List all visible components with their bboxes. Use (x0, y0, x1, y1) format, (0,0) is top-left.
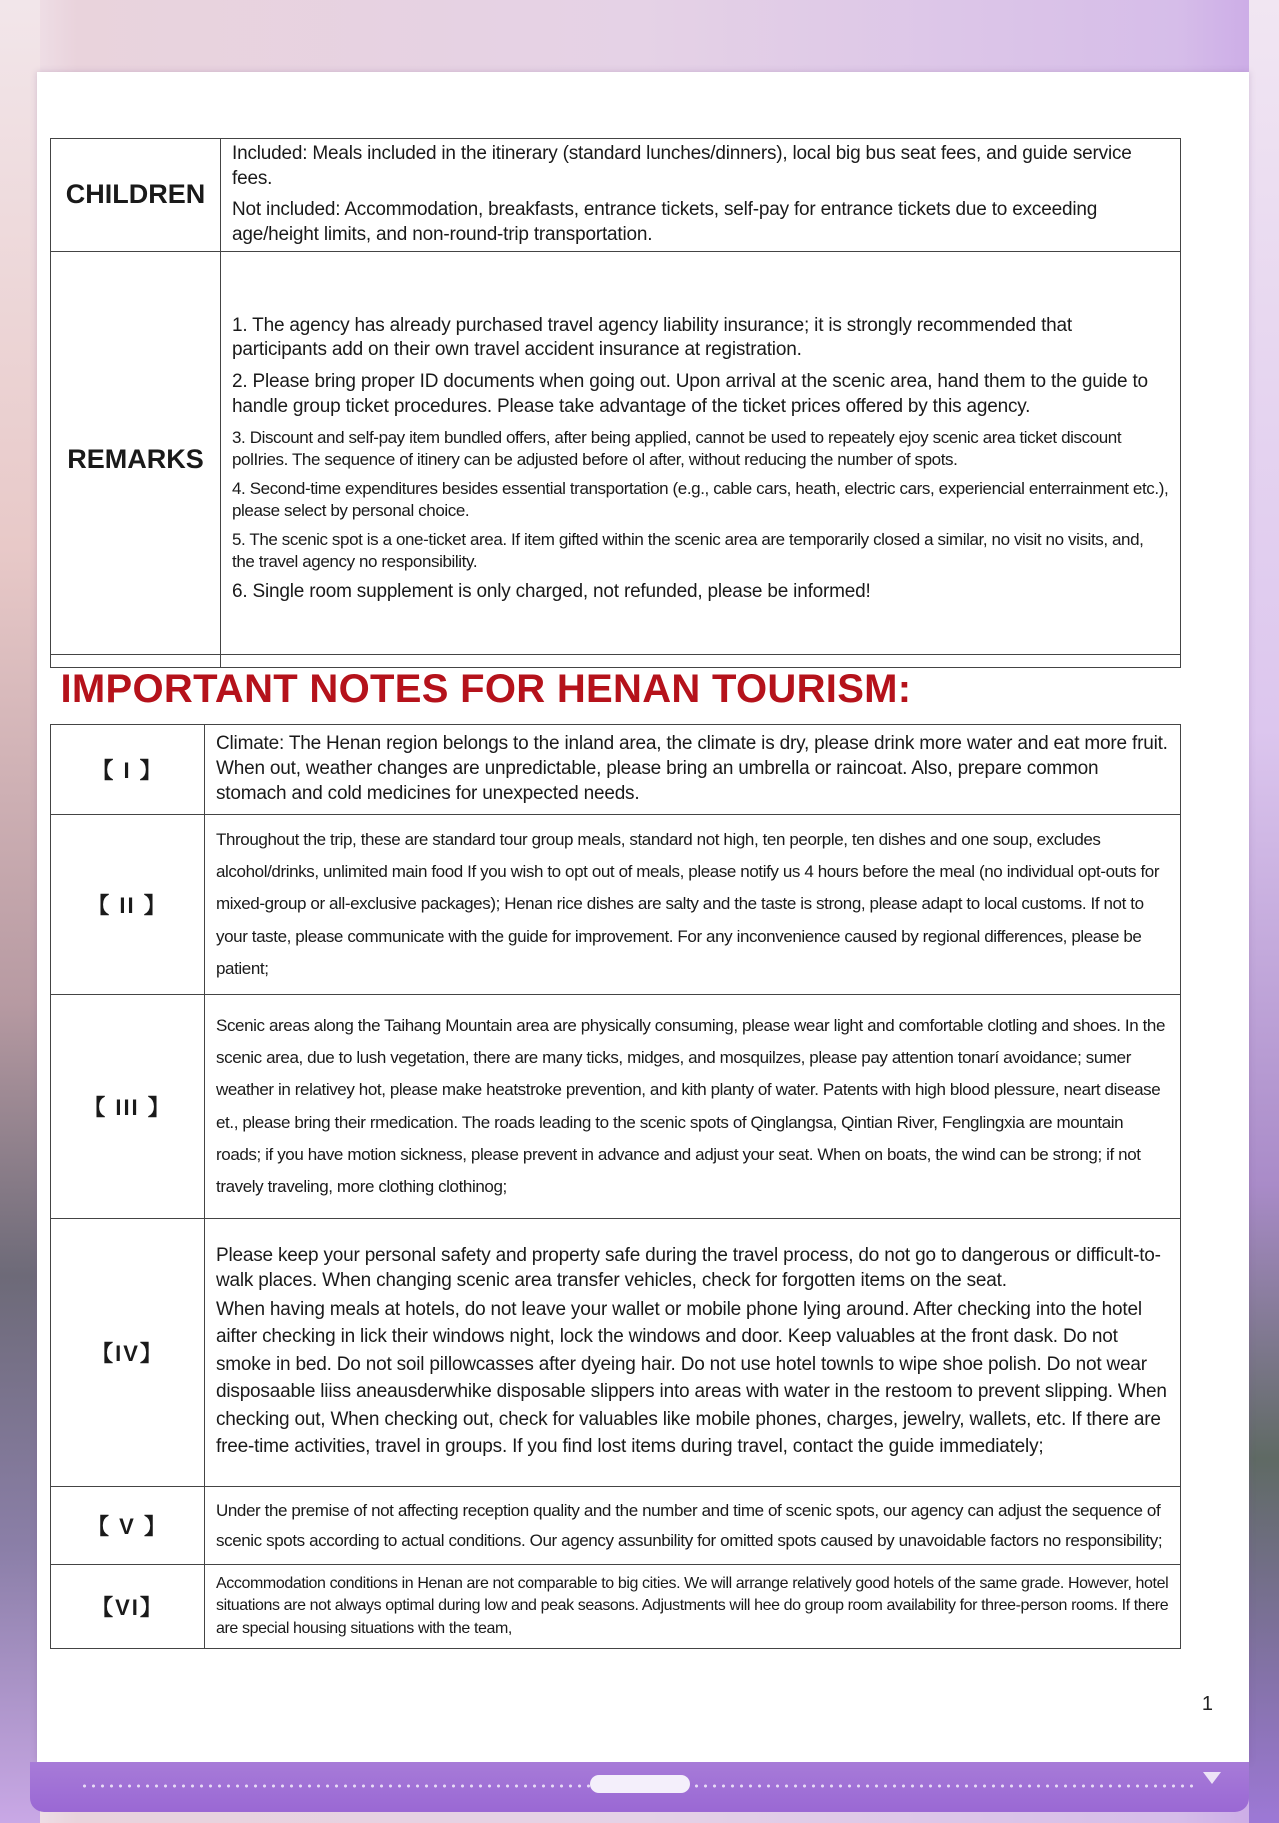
note-safety (205, 1219, 1181, 1487)
remarks-details (221, 251, 1181, 667)
remark-item: 1. The agency has already purchased travel agency liability insurance; it is strongly recommended that participants add on their own travel accident insurance at registration. (232, 314, 1072, 361)
note-number: 【IV】 (51, 1219, 205, 1487)
remark-item: 6. Single room supplement is only charged, not refunded, please be informed! (232, 581, 871, 603)
remarks-label: REMARKS (51, 251, 221, 667)
note-text: Accommodation conditions in Henan are not comparable to big cities. We will arrange relatively good hotels of the same grade. However, hotel situations are not always optimal during low and peak seasons. Adjustments will hee do group room availability for three-person rooms. If there are special housing situations with the team, (216, 1574, 1169, 1637)
remark-item: 5. The scenic spot is a one-ticket area. If item gifted within the scenic area are temporarily closed a similar, no visit no visits, and, the travel agency no responsibility. (232, 529, 1144, 571)
page-number: 1 (1201, 1693, 1213, 1715)
note-row-3 (51, 995, 1181, 1219)
note-number: 【 I 】 (51, 725, 205, 815)
background-right-scenery (1249, 0, 1279, 1823)
note-sequence (205, 1487, 1181, 1565)
children-row (51, 139, 1181, 252)
note-number: 【VI】 (51, 1565, 205, 1649)
note-row-5 (51, 1487, 1181, 1565)
note-accommodation (205, 1565, 1181, 1649)
note-text: Please keep your personal safety and property safe during the travel process, do not go to dangerous or difficult-to-walk places. When changing scenic area transfer vehicles, check for forgotten items on the seat. (216, 1245, 1161, 1291)
note-text: Climate: The Henan region belongs to the inland area, the climate is dry, please drink more water and eat more fruit. When out, weather changes are unpredictable, please bring an umbrella or raincoat. Also, prepare common stomach and cold medicines for unexpected needs. (216, 733, 1168, 804)
heading-row (51, 655, 1181, 725)
note-row-1 (51, 725, 1181, 815)
remarks-row (51, 251, 1181, 667)
remark-item: 4. Second-time expenditures besides essential transportation (e.g., cable cars, heath, electric cars, experiencial enterrainment etc.), please select by personal choice. (232, 478, 1169, 520)
note-row-6 (51, 1565, 1181, 1649)
page-indicator-handle[interactable] (590, 1775, 690, 1793)
note-text: Throughout the trip, these are standard tour group meals, standard not high, ten peorple, ten dishes and one soup, excludes alcohol/drinks, unlimited main food If you wish to opt out of meals, please notify us 4 hours before the meal (no individual opt-outs for mixed-group or all-exclusive packages); Henan rice dishes are salty and the taste is strong, please adapt to local customs. If not to your taste, please communicate with the guide for improvement. For any inconvenience caused by regional differences, please be patient; (216, 829, 1160, 978)
note-scenic-health (205, 995, 1181, 1219)
note-climate (205, 725, 1181, 815)
background-left-scenery (0, 0, 40, 1823)
remark-item: 2. Please bring proper ID documents when going out. Upon arrival at the scenic area, hand them to the guide to handle group ticket procedures. Please take advantage of the ticket prices offered by this agency. (232, 371, 1148, 417)
viewer-bottom-bar (30, 1762, 1249, 1812)
important-notes-heading: IMPORTANT NOTES FOR HENAN TOURISM: (51, 655, 1181, 725)
note-text: Scenic areas along the Taihang Mountain area are physically consuming, please wear light and comfortable clotling and shoes. In the scenic area, due to lush vegetation, there are many ticks, midges, and mosquilzes, please pay attention tonarí avoidance; sumer weather in relativey hot, please make heatstroke prevention, and kith planty of water. Patents with high blood plessure, neart disease et., please bring their rmedication. The roads leading to the scenic spots of Qinglangsa, Qintian River, Fenglingxia are mountain roads; if you have motion sickness, please prevent in advance and adjust your seat. When on boats, the wind can be strong; if not travely traveling, more clothing clothinog; (216, 1015, 1166, 1197)
children-label: CHILDREN (51, 139, 221, 252)
corner-triangle-icon (1203, 1772, 1221, 1784)
note-number: 【 III 】 (51, 995, 205, 1219)
children-details (221, 139, 1181, 252)
note-text: When having meals at hotels, do not leave your wallet or mobile phone lying around. After checking into the hotel aifter checking in lick their windows night, lock the windows and door. Keep valuables at the front dask. Do not smoke in bed. Do not soil pillowcasses after dyeing hair. Do not use hotel townls to wipe shoe polish. Do not wear disposaable liiss aneausderwhike disposable slippers into areas with water in the restoom to prevent slipping. When checking out, When checking out, check for valuables like mobile phones, charges, jewelry, wallets, etc. If there are free-time activities, travel in groups. If you find lost items during travel, contact the guide immediately; (216, 1298, 1167, 1458)
children-remarks-table (50, 138, 1181, 668)
note-number: 【 V 】 (51, 1487, 205, 1565)
note-text: Under the premise of not affecting reception quality and the number and time of scenic spots, our agency can adjust the sequence of scenic spots according to actual conditions. Our agency assunbility for omitted spots caused by unavoidable factors no responsibility; (216, 1500, 1163, 1550)
children-included: Included: Meals included in the itinerary (standard lunches/dinners), local big bus seat fees, and guide service fees. (232, 143, 1132, 189)
note-meals (205, 815, 1181, 995)
notes-table (50, 654, 1181, 1649)
remark-item: 3. Discount and self-pay item bundled offers, after being applied, cannot be used to repeately ejoy scenic area ticket discount polIries. The sequence of itinery can be adjusted before ol after, without reducing the number of spots. (232, 427, 1122, 469)
note-row-2 (51, 815, 1181, 995)
note-row-4 (51, 1219, 1181, 1487)
children-not-included: Not included: Accommodation, breakfasts, entrance tickets, self-pay for entrance tickets due to exceeding age/height limits, and non-round-trip transportation. (232, 199, 1098, 246)
document-page (37, 72, 1249, 1762)
note-number: 【 II 】 (51, 815, 205, 995)
